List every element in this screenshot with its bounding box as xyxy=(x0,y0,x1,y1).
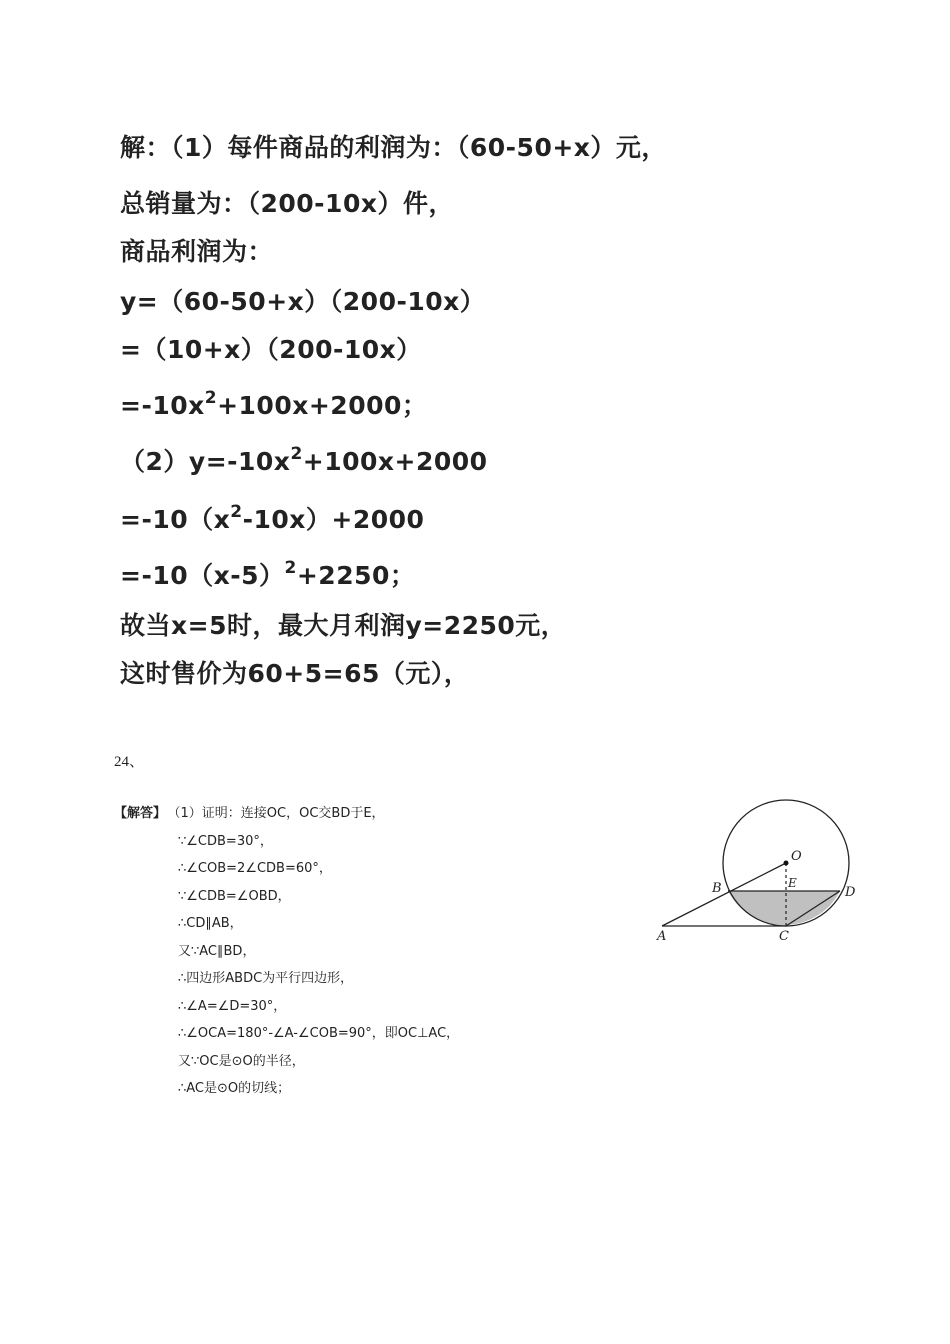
q23-line-6-a: =-10x xyxy=(120,391,205,420)
q24-line-4: ∴CD∥AB， xyxy=(178,916,243,931)
q24-line-8: ∴∠OCA=180°-∠A-∠COB=90°，即OC⊥AC， xyxy=(178,1026,460,1041)
q24-line-3: ∵∠CDB=∠OBD， xyxy=(178,889,291,904)
q23-line-2: 总销量为：（200-10x）件， xyxy=(120,189,454,218)
q23-line-8-b: -10x）+2000 xyxy=(242,505,425,534)
q24-line-10: ∴AC是⊙O的切线； xyxy=(178,1081,291,1096)
label-d: D xyxy=(845,885,856,900)
label-a: A xyxy=(657,929,667,944)
q24-line-2: ∴∠COB=2∠CDB=60°， xyxy=(178,861,332,876)
label-c: C xyxy=(779,929,789,944)
label-e: E xyxy=(788,876,797,890)
question-number: 24、 xyxy=(114,754,145,770)
q23-line-10: 故当x=5时，最大月利润y=2250元， xyxy=(120,611,567,640)
q24-line-5: 又∵AC∥BD， xyxy=(178,944,256,959)
q23-line-6 xyxy=(120,386,427,422)
geometry-figure xyxy=(650,795,880,955)
q23-line-11: 这时售价为60+5=65（元）， xyxy=(120,659,470,688)
q23-line-3: 商品利润为： xyxy=(120,237,274,266)
q24-line-1: ∵∠CDB=30°， xyxy=(178,834,273,849)
q23-line-5: =（10+x）（200-10x） xyxy=(120,335,422,364)
q23-line-9-exp: 2 xyxy=(284,557,297,578)
q23-line-9-a: =-10（x-5） xyxy=(120,561,285,590)
answer-tag: 【解答】 xyxy=(114,806,167,821)
q24-line-9: 又∵OC是⊙O的半径， xyxy=(178,1054,305,1069)
q24-line-7: ∴∠A=∠D=30°， xyxy=(178,999,287,1014)
q23-line-7-a: （2）y=-10x xyxy=(120,447,291,476)
label-b: B xyxy=(712,881,722,896)
q23-line-7-b: +100x+2000 xyxy=(302,447,488,476)
center-point xyxy=(784,861,789,866)
q23-line-9 xyxy=(120,556,415,592)
q23-line-8 xyxy=(120,500,424,536)
q23-line-7-exp: 2 xyxy=(290,443,303,464)
q23-line-6-exp: 2 xyxy=(204,387,218,408)
q24-line-0: （1）证明：连接OC，OC交BD于E， xyxy=(174,806,385,821)
label-o: O xyxy=(791,849,802,864)
shaded-segment xyxy=(728,891,840,925)
q23-line-8-exp: 2 xyxy=(230,501,243,522)
q24-line-6: ∴四边形ABDC为平行四边形， xyxy=(178,971,354,986)
q23-line-8-a: =-10（x xyxy=(120,505,231,534)
q23-line-6-b: +100x+2000； xyxy=(217,391,428,420)
q23-line-9-b: +2250； xyxy=(296,561,416,590)
q23-line-1: 解：（1）每件商品的利润为：（60-50+x）元， xyxy=(120,133,667,162)
q24-first-line xyxy=(114,802,385,821)
q23-line-4: y=（60-50+x）（200-10x） xyxy=(120,287,486,316)
q23-line-7 xyxy=(120,442,488,478)
